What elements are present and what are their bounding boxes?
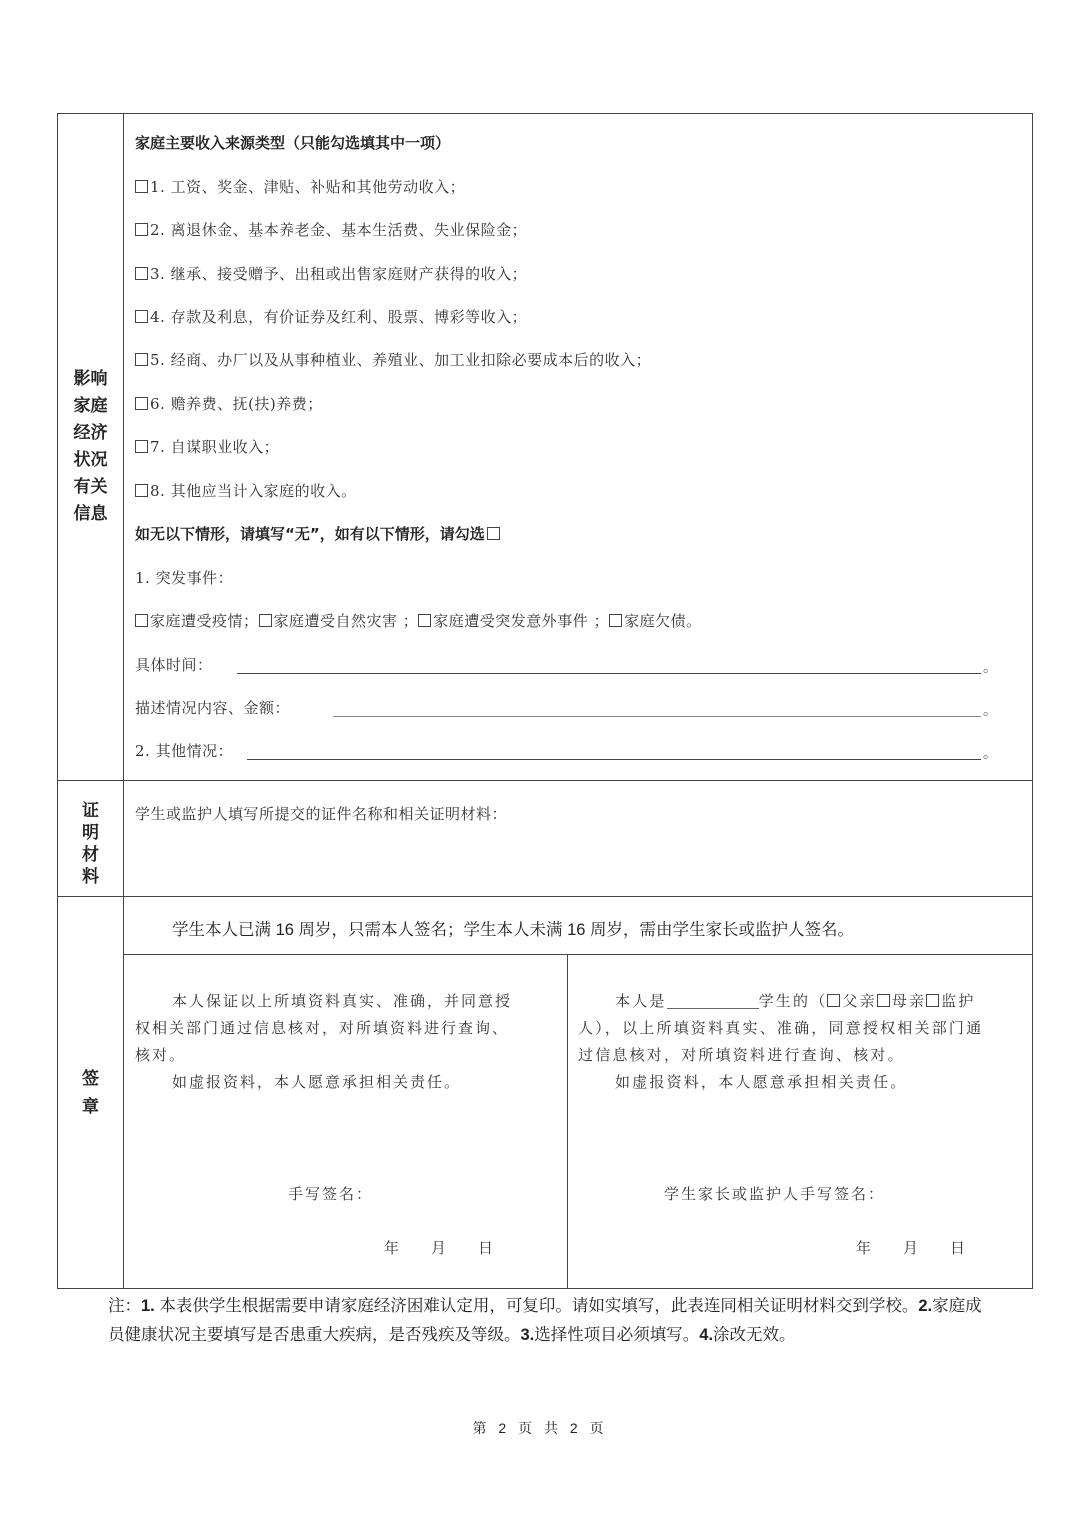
student-sign-date[interactable]: 年 月 日 [384, 1239, 496, 1257]
income-option-6[interactable]: 6. 赡养费、抚(扶)养费； [135, 393, 323, 414]
guardian-signature-field[interactable] [900, 1178, 1028, 1204]
row-divider [123, 954, 1033, 955]
form-notes: 注：1. 本表供学生根据需要申请家庭经济困难认定用，可复印。请如实填写，此表连同相关证明材料交到学校。2.家庭成员健康状况主要填写是否患重大疾病，是否残疾及等级。3.选择性项目必须填写。4.涂改无效。 [108, 1297, 982, 1344]
checkbox[interactable] [135, 440, 148, 453]
student-signature-label: 手写签名： [288, 1185, 374, 1203]
checkbox[interactable] [135, 614, 148, 627]
income-option-2[interactable]: 2. 离退休金、基本养老金、基本生活费、失业保险金； [135, 219, 527, 240]
checkbox[interactable] [135, 353, 148, 366]
checkbox-sample-icon [487, 527, 500, 540]
situation-title: 如无以下情形，请填写“无”，如有以下情形，请勾选 [135, 523, 502, 544]
income-option-4[interactable]: 4. 存款及利息，有价证券及红利、股票、博彩等收入； [135, 306, 527, 327]
emergency-option-debt[interactable]: 家庭欠债。 [609, 612, 702, 630]
section-label-income: 影响 家庭 经济 状况 有关 信息 [73, 369, 108, 524]
checkbox[interactable] [418, 614, 431, 627]
checkbox[interactable] [135, 223, 148, 236]
section-label-sign: 签 章 [82, 1069, 99, 1117]
income-section-title: 家庭主要收入来源类型（只能勾选填其中一项） [135, 134, 451, 152]
checkbox-father[interactable] [827, 994, 840, 1007]
checkbox[interactable] [259, 614, 272, 627]
proof-input-area[interactable] [126, 830, 1031, 894]
emergency-option-disaster[interactable]: 家庭遭受自然灾害 ； [259, 612, 419, 630]
checkbox[interactable] [135, 310, 148, 323]
other-label: 2. 其他情况： [135, 742, 234, 760]
time-field[interactable] [237, 673, 981, 674]
checkbox[interactable] [135, 267, 148, 280]
sign-instruction: 学生本人已满 16 周岁，只需本人签名；学生本人未满 16 周岁，需由学生家长或监护人签名。 [172, 921, 855, 939]
checkbox[interactable] [609, 614, 622, 627]
period: 。 [983, 703, 997, 719]
checkbox-guardian[interactable] [926, 994, 939, 1007]
desc-label: 描述情况内容、金额： [135, 699, 291, 717]
guardian-signature-label: 学生家长或监护人手写签名： [664, 1185, 886, 1203]
emergency-option-epidemic[interactable]: 家庭遭受疫情； [135, 612, 259, 630]
guardian-declaration: 本人是 学生的（ 父亲 母亲 监护 人），以上所填资料真实、准确，同意授权相关部门通 过信息核对，对所填资料进行查询、核对。 如虚报资料，本人愿意承担相关责任。 [578, 992, 984, 1091]
page-number: 第 2 页 共 2 页 [472, 1420, 608, 1436]
income-option-5[interactable]: 5. 经商、办厂以及从事种植业、养殖业、加工业扣除必要成本后的收入； [135, 349, 651, 370]
student-name-field[interactable] [667, 991, 759, 1009]
income-option-8[interactable]: 8. 其他应当计入家庭的收入。 [135, 480, 357, 501]
desc-field[interactable] [333, 716, 981, 717]
proof-prompt: 学生或监护人填写所提交的证件名称和相关证明材料： [135, 805, 508, 823]
period: 。 [983, 746, 997, 762]
emergency-options [135, 610, 702, 631]
sign-column-divider [567, 954, 568, 1289]
income-option-3[interactable]: 3. 继承、接受赠予、出租或出售家庭财产获得的收入； [135, 263, 527, 284]
checkbox[interactable] [135, 397, 148, 410]
other-field[interactable] [247, 759, 981, 760]
student-signature-field[interactable] [380, 1178, 560, 1204]
period: 。 [983, 660, 997, 676]
income-option-1[interactable]: 1. 工资、奖金、津贴、补贴和其他劳动收入； [135, 176, 465, 197]
time-label: 具体时间： [135, 656, 213, 674]
row-divider [57, 780, 1033, 781]
guardian-sign-date[interactable]: 年 月 日 [856, 1239, 968, 1257]
checkbox[interactable] [135, 180, 148, 193]
row-divider [57, 896, 1033, 897]
income-option-7[interactable]: 7. 自谋职业收入； [135, 436, 279, 457]
emergency-option-accident[interactable]: 家庭遭受突发意外事件 ； [418, 612, 609, 630]
emergency-label: 1. 突发事件： [135, 569, 234, 587]
section-label-proof: 证 明 材 料 [82, 801, 99, 887]
student-declaration: 本人保证以上所填资料真实、准确，并同意授 权相关部门通过信息核对，对所填资料进行查询、 核对。 如虚报资料，本人愿意承担相关责任。 [135, 992, 513, 1091]
checkbox-mother[interactable] [877, 994, 890, 1007]
checkbox[interactable] [135, 484, 148, 497]
